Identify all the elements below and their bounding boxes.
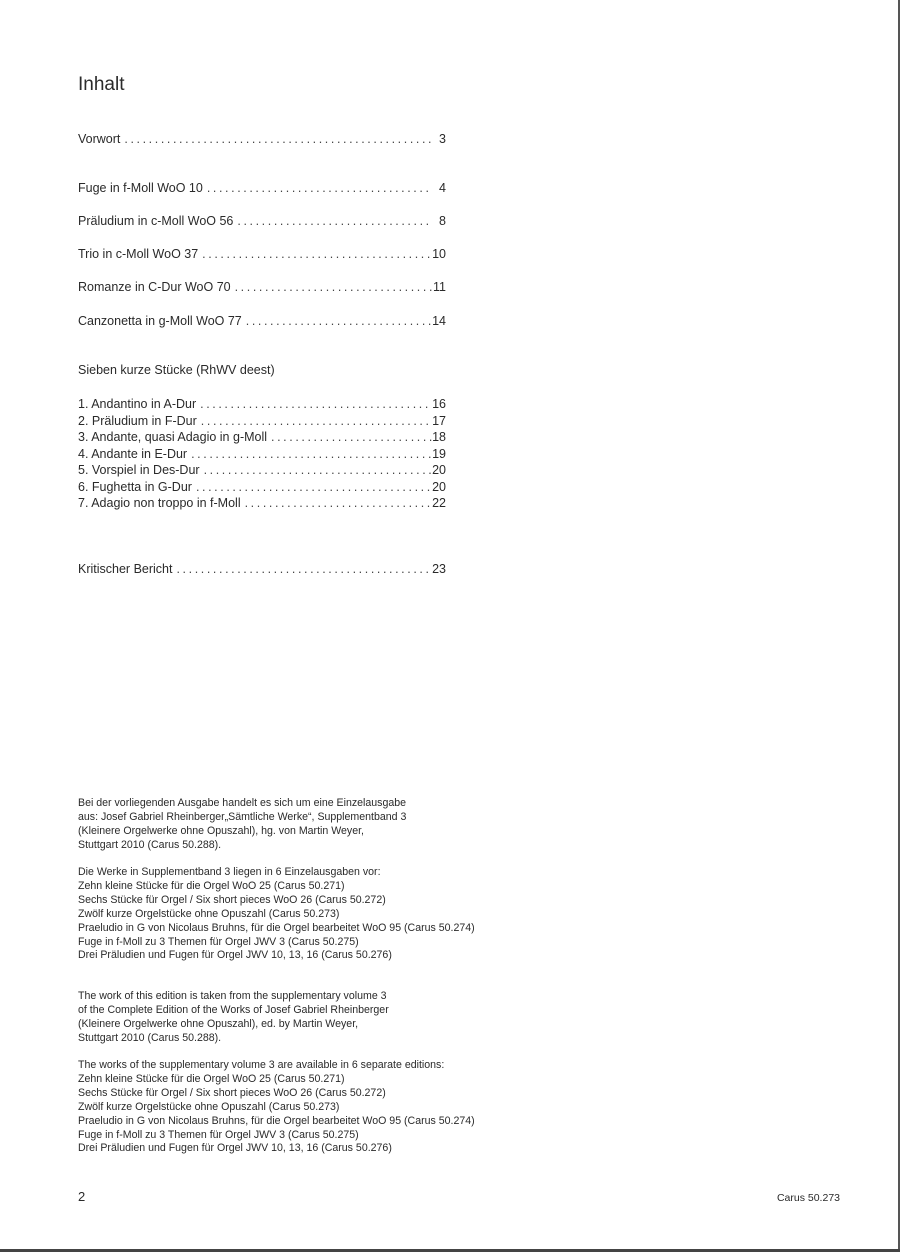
section-heading: Sieben kurze Stücke (RhWV deest) bbox=[78, 363, 275, 377]
note-line: Fuge in f-Moll zu 3 Themen für Orgel JWV 3 (Carus 50.275) bbox=[78, 1128, 359, 1141]
leader-dots bbox=[172, 561, 432, 577]
leader-dots bbox=[197, 413, 432, 430]
toc-entry-page: 23 bbox=[432, 562, 446, 576]
leader-dots bbox=[196, 396, 432, 413]
piece-entry[interactable] bbox=[78, 413, 446, 430]
piece-entry[interactable] bbox=[78, 495, 446, 512]
piece-label: 3. Andante, quasi Adagio in g-Moll bbox=[78, 430, 268, 444]
note-line: Drei Präludien und Fugen für Orgel JWV 10, 13, 16 (Carus 50.276) bbox=[78, 949, 392, 962]
note-line: Sechs Stücke für Orgel / Six short pieces WoO 26 (Carus 50.272) bbox=[78, 1086, 386, 1099]
toc-entry-trio[interactable] bbox=[78, 246, 446, 262]
piece-label: 5. Vorspiel in Des-Dur bbox=[78, 463, 200, 477]
piece-page: 19 bbox=[432, 446, 446, 461]
note-line: Zehn kleine Stücke für die Orgel WoO 25 (Carus 50.271) bbox=[78, 879, 345, 892]
toc-entry-page: 14 bbox=[432, 314, 446, 328]
note-line: Die Werke in Supplementband 3 liegen in 6 Einzelausgaben vor: bbox=[78, 866, 381, 878]
editions-list-de bbox=[78, 866, 598, 963]
page-title: Inhalt bbox=[78, 74, 125, 95]
leader-dots bbox=[233, 213, 432, 229]
note-line: The work of this edition is taken from the supplementary volume 3 bbox=[78, 990, 387, 1002]
toc-entry-praeludium[interactable] bbox=[78, 213, 446, 229]
leader-dots bbox=[267, 429, 432, 446]
toc-entry-vorwort[interactable] bbox=[78, 131, 446, 147]
note-line: Praeludio in G von Nicolaus Bruhns, für die Orgel bearbeitet WoO 95 (Carus 50.274) bbox=[78, 1114, 475, 1127]
piece-entry[interactable] bbox=[78, 446, 446, 463]
toc-entry-label: Fuge in f-Moll WoO 10 bbox=[78, 181, 203, 195]
page-number: 2 bbox=[78, 1189, 86, 1204]
piece-label: 6. Fughetta in G-Dur bbox=[78, 479, 192, 494]
leader-dots bbox=[203, 180, 432, 196]
piece-label: 7. Adagio non troppo in f-Moll bbox=[78, 496, 241, 510]
note-line: Fuge in f-Moll zu 3 Themen für Orgel JWV 3 (Carus 50.275) bbox=[78, 935, 359, 948]
note-line: Zwölf kurze Orgelstücke ohne Opuszahl (Carus 50.273) bbox=[78, 1100, 340, 1113]
editions-list-en bbox=[78, 1059, 598, 1156]
piece-label: 4. Andante in E-Dur bbox=[78, 446, 188, 461]
note-line: Stuttgart 2010 (Carus 50.288). bbox=[78, 1031, 222, 1044]
piece-label: 2. Präludium in F-Dur bbox=[78, 413, 197, 428]
toc-entry-label: Vorwort bbox=[78, 132, 121, 146]
note-line: aus: Josef Gabriel Rheinberger„Sämtliche Werke“, Supplementband 3 bbox=[78, 810, 407, 823]
leader-dots bbox=[187, 446, 432, 463]
toc-entry-label: Canzonetta in g-Moll WoO 77 bbox=[78, 314, 242, 328]
toc-entry-label: Kritischer Bericht bbox=[78, 562, 173, 576]
toc-entry-canzonetta[interactable] bbox=[78, 313, 446, 329]
leader-dots bbox=[192, 479, 432, 496]
note-line: Bei der vorliegenden Ausgabe handelt es sich um eine Einzelausgabe bbox=[78, 797, 407, 809]
toc-entry-fuge[interactable] bbox=[78, 180, 446, 196]
piece-page: 20 bbox=[432, 463, 446, 477]
leader-dots bbox=[242, 313, 432, 329]
piece-page: 17 bbox=[432, 413, 446, 428]
piece-page: 20 bbox=[432, 479, 446, 494]
note-line: Praeludio in G von Nicolaus Bruhns, für die Orgel bearbeitet WoO 95 (Carus 50.274) bbox=[78, 921, 475, 934]
catalog-number: Carus 50.273 bbox=[776, 1192, 840, 1204]
toc-entry-label: Romanze in C-Dur WoO 70 bbox=[78, 280, 231, 294]
note-line: Zwölf kurze Orgelstücke ohne Opuszahl (Carus 50.273) bbox=[78, 907, 340, 920]
piece-entry[interactable] bbox=[78, 429, 446, 446]
piece-entry[interactable] bbox=[78, 396, 446, 413]
note-line: Zehn kleine Stücke für die Orgel WoO 25 (Carus 50.271) bbox=[78, 1072, 345, 1085]
note-line: of the Complete Edition of the Works of Josef Gabriel Rheinberger bbox=[78, 1003, 389, 1016]
toc-entry-label: Trio in c-Moll WoO 37 bbox=[78, 247, 199, 261]
toc-entry-page: 3 bbox=[439, 132, 446, 146]
note-line: Sechs Stücke für Orgel / Six short pieces WoO 26 (Carus 50.272) bbox=[78, 893, 386, 906]
note-line: (Kleinere Orgelwerke ohne Opuszahl), hg. von Martin Weyer, bbox=[78, 824, 364, 837]
toc-entry-page: 4 bbox=[439, 181, 446, 195]
note-line: Drei Präludien und Fugen für Orgel JWV 10, 13, 16 (Carus 50.276) bbox=[78, 1142, 392, 1155]
toc-entry-page: 11 bbox=[433, 280, 446, 294]
note-line: Stuttgart 2010 (Carus 50.288). bbox=[78, 838, 222, 851]
leader-dots bbox=[200, 462, 432, 479]
piece-entry[interactable] bbox=[78, 479, 446, 496]
toc-entry-kritischer-bericht[interactable] bbox=[78, 561, 446, 577]
leader-dots bbox=[231, 279, 432, 295]
toc-entry-label: Präludium in c-Moll WoO 56 bbox=[78, 214, 234, 228]
toc-entry-romanze[interactable] bbox=[78, 279, 446, 295]
piece-label: 1. Andantino in A-Dur bbox=[78, 397, 197, 411]
note-line: The works of the supplementary volume 3 are available in 6 separate editions: bbox=[78, 1059, 445, 1071]
toc-entry-page: 10 bbox=[432, 247, 446, 261]
toc-entry-page: 8 bbox=[439, 214, 446, 228]
piece-entry[interactable] bbox=[78, 462, 446, 479]
piece-page: 22 bbox=[432, 496, 446, 510]
piece-page: 18 bbox=[432, 430, 446, 444]
edition-note-de bbox=[78, 797, 598, 853]
note-line: (Kleinere Orgelwerke ohne Opuszahl), ed. by Martin Weyer, bbox=[78, 1017, 359, 1030]
piece-page: 16 bbox=[432, 397, 446, 411]
leader-dots bbox=[198, 246, 432, 262]
edition-note-en bbox=[78, 990, 598, 1046]
pieces-list bbox=[78, 396, 446, 512]
leader-dots bbox=[241, 495, 432, 512]
leader-dots bbox=[120, 131, 432, 147]
